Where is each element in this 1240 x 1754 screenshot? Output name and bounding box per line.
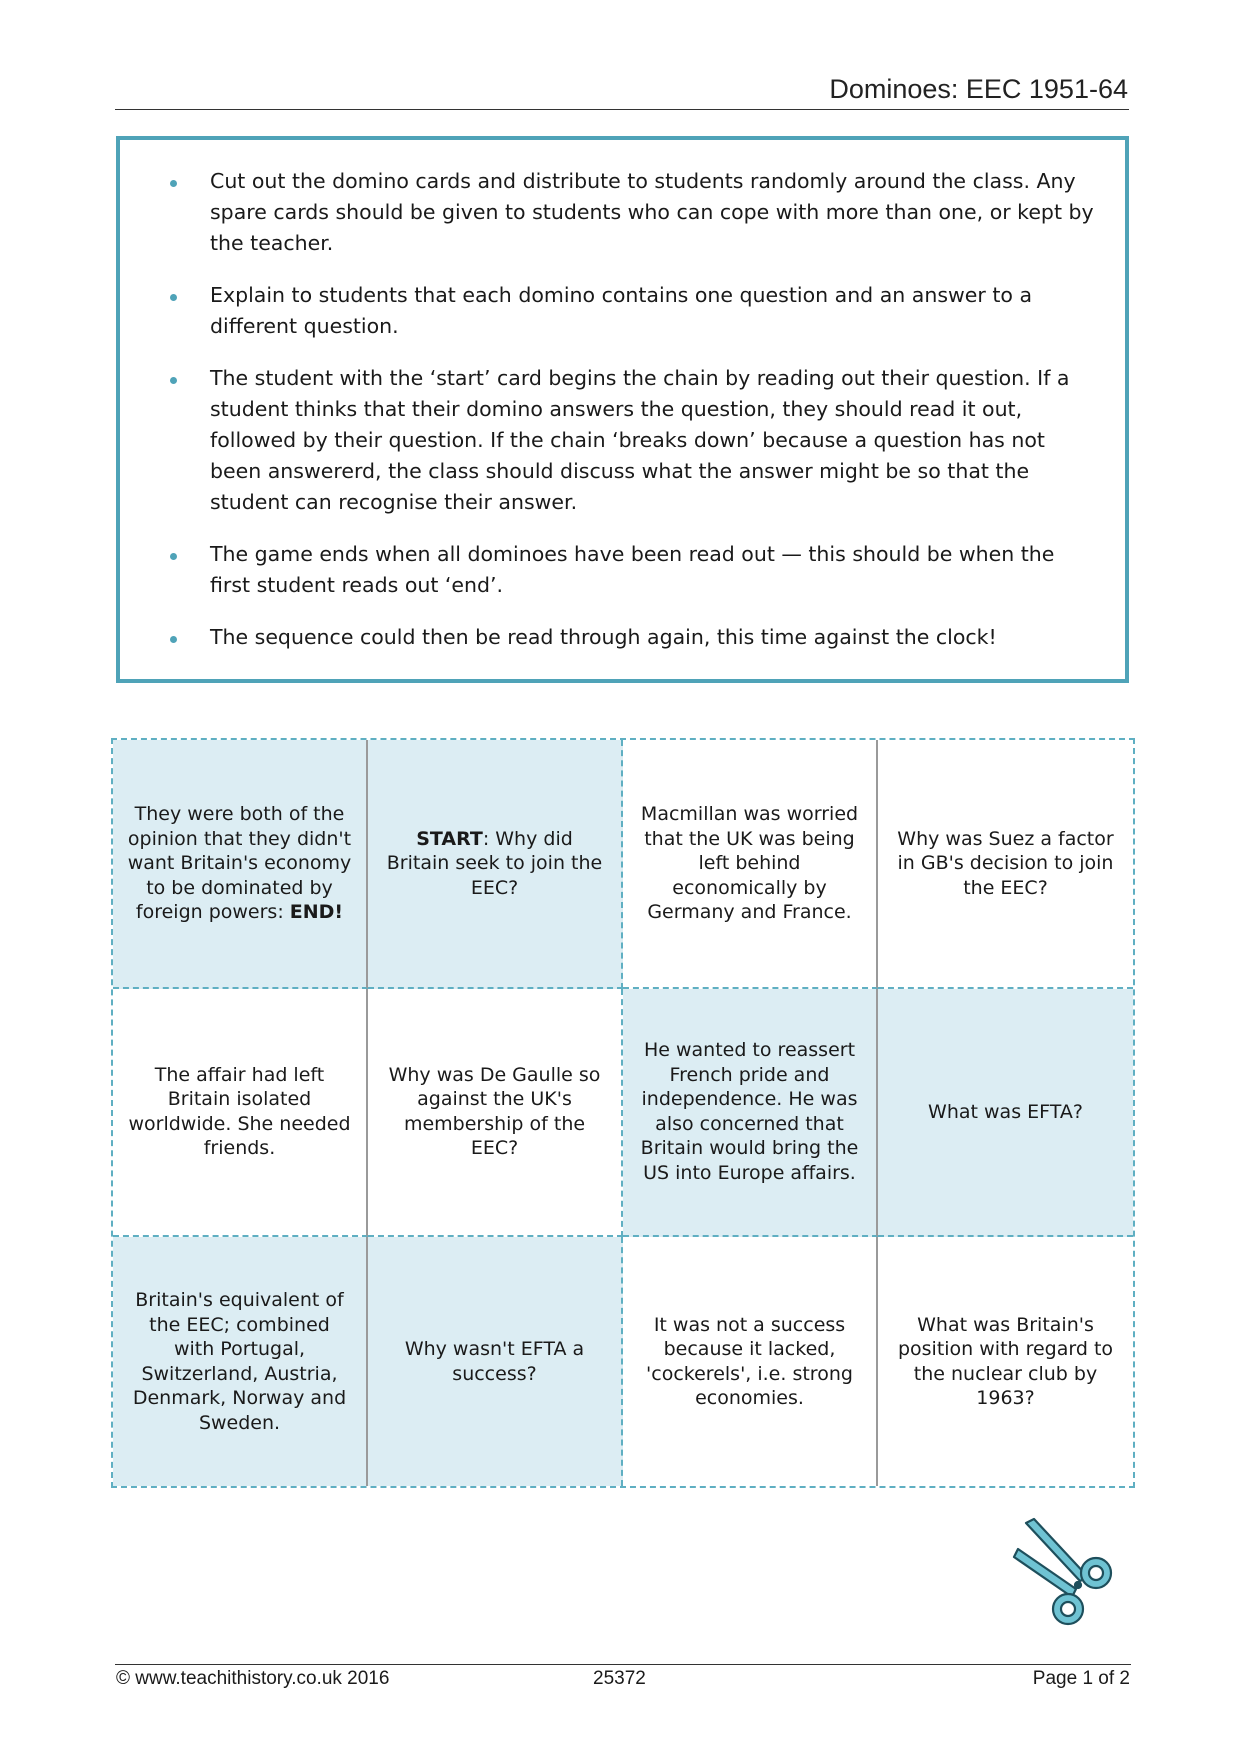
instruction-text: Explain to students that each domino contains one question and an answer to a different question. [210,283,1033,338]
card-text: Britain's equivalent of the EEC; combined with Portugal, Switzerland, Austria, Denmark, Norway and Sweden. [132,1289,347,1434]
bullet-icon [170,377,177,384]
instruction-item [160,539,1095,601]
instruction-text: Cut out the domino cards and distribute to students randomly around the class. Any spare cards should be given to students who can cope with more than one, or kept by the teacher. [210,169,1094,255]
instruction-text: The sequence could then be read through again, this time against the clock! [210,625,997,649]
domino-card-text [127,802,352,925]
bullet-icon [170,636,177,643]
domino-card [113,989,368,1238]
domino-card-text [127,1063,352,1161]
domino-card-text [382,1063,607,1161]
instruction-item [160,166,1095,259]
domino-card-text [637,802,862,925]
card-text: Why wasn't EFTA a success? [404,1338,585,1385]
domino-card [113,740,368,989]
instruction-item [160,363,1095,518]
footer-copyright: © www.teachithistory.co.uk 2016 [116,1668,390,1689]
end-label: END! [289,901,344,924]
domino-card [878,1237,1133,1486]
instruction-text: The student with the ‘start’ card begins the chain by reading out their question. If a student thinks that their domino answers the question, they should read it out, followed by their question. If the chain ‘breaks down’ because a question has not been answererd, the class should discuss what the answer might be so that the student can recognise their answer. [210,366,1070,514]
card-text: : Why did Britain seek to join the EEC? [386,827,603,899]
domino-card-text [928,1100,1083,1125]
bullet-icon [170,294,177,301]
footer-page-number: Page 1 of 2 [1032,1668,1130,1689]
header-rule [115,109,1129,110]
scissors-icon [1010,1515,1125,1630]
card-text: It was not a success because it lacked, 'cockerels', i.e. strong economies. [646,1313,853,1410]
card-text: What was Britain's position with regard to the nuclear club by 1963? [897,1313,1114,1410]
instruction-text: The game ends when all dominoes have been read out — this should be when the first student reads out ‘end’. [210,542,1055,597]
bullet-icon [170,553,177,560]
domino-card [878,989,1133,1238]
card-text: They were both of the opinion that they didn't want Britain's economy to be dominated by foreign powers: [127,803,352,924]
footer-code: 25372 [593,1668,646,1689]
instruction-item [160,622,1095,653]
domino-card [368,989,623,1238]
instructions-list [160,166,1095,653]
domino-card-text [637,1038,862,1185]
footer-rule [115,1664,1131,1665]
domino-card [623,989,878,1238]
card-text: The affair had left Britain isolated worldwide. She needed friends. [128,1063,351,1160]
start-label: START [416,827,483,850]
card-text: Why was De Gaulle so against the UK's membership of the EEC? [388,1063,601,1160]
domino-card [623,1237,878,1486]
domino-card [113,1237,368,1486]
instructions-box [116,136,1129,683]
page-title: Dominoes: EEC 1951-64 [829,74,1128,104]
card-text: Macmillan was worried that the UK was being left behind economically by Germany and France. [640,803,859,924]
domino-card-text [637,1313,862,1411]
domino-card-text [127,1288,352,1435]
domino-card [623,740,878,989]
card-text: What was EFTA? [928,1100,1083,1123]
domino-card [368,740,623,989]
domino-grid [111,738,1135,1488]
card-text: Why was Suez a factor in GB's decision to join the EEC? [897,827,1114,899]
domino-card [878,740,1133,989]
instruction-item [160,280,1095,342]
domino-card [368,1237,623,1486]
card-text: He wanted to reassert French pride and independence. He was also concerned that Britain would bring the US into Europe affairs. [640,1039,859,1184]
domino-card-text [892,1313,1119,1411]
domino-card-text [892,827,1119,901]
domino-card-text [382,1337,607,1386]
domino-card-text [382,827,607,901]
bullet-icon [170,180,177,187]
